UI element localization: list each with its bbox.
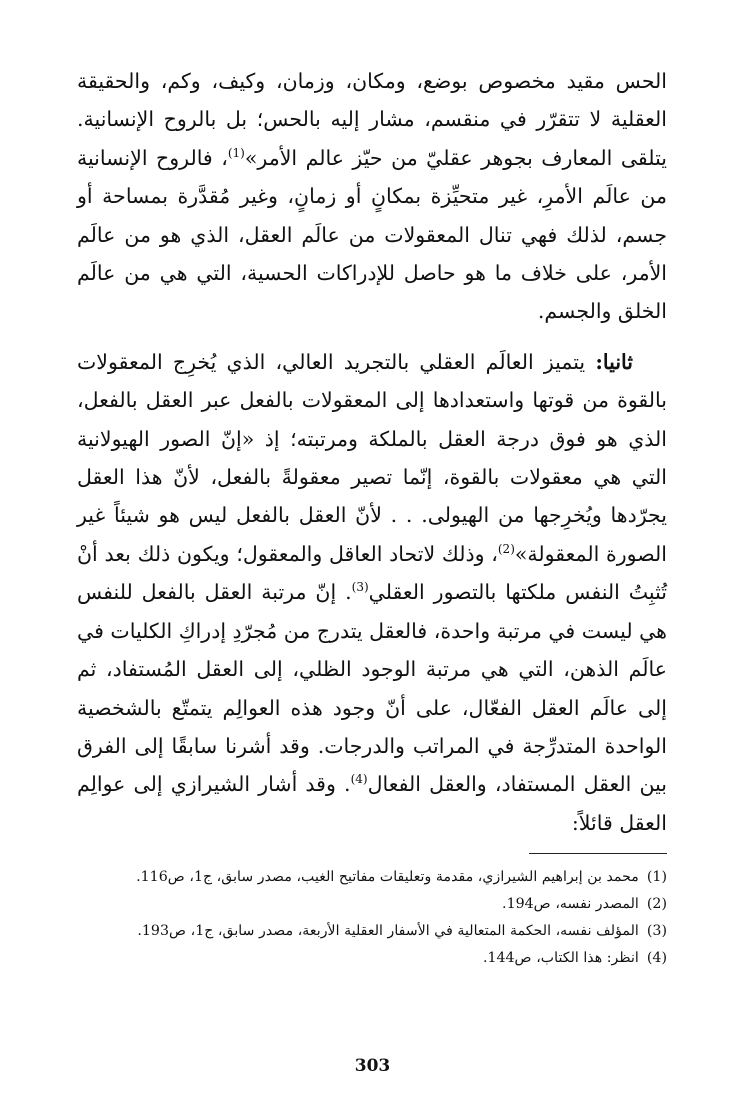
paragraph-2-lead: ثانيا: <box>595 349 633 374</box>
footnote-ref-3: (3) <box>351 580 369 595</box>
footnote-ref-2: (2) <box>497 542 515 557</box>
paragraph-2-text-4: . وقد أشار الشيرازي إلى عوالِم العقل قائلاً: <box>77 772 667 835</box>
footnote-text: المصدر نفسه، ص194. <box>502 896 639 912</box>
paragraph-1-text-after: ، فالروح الإنسانية من عالَم الأمرِ، غير متحيِّزة بمكانٍ أو زمانٍ، وغير مُقدَّرة بمساحة أو جسم، لذلك فهي تنال المعقولات من عالَم العقل، الذي هو من عالَم الأمر، على خلاف ما هو حاصل للإدراكات الحسية، التي هي من عالَم الخلق والجسم. <box>77 145 667 324</box>
paragraph-1 <box>77 62 667 331</box>
footnote-number: (2) <box>646 896 667 912</box>
footnote-number: (1) <box>646 869 667 885</box>
footnote-separator <box>529 853 667 854</box>
main-text <box>77 62 667 842</box>
paragraph-2-text-1: يتميز العالَم العقلي بالتجريد العالي، الذي يُخرِج المعقولات بالقوة من قوتها واستعدادها إلى المعقولات بالفعل عبر العقل بالفعل، الذي هو فوق درجة العقل بالملكة ومرتبته؛ إذ «إنّ الصور الهيولانية التي هي معقولات بالقوة، إنّما تصير معقولةً بالفعل، لأنّ هذا العقل يجرّدها ويُخرِجها من الهيولى. . . لأنّ العقل بالفعل ليس هو شيئاً غير الصورة المعقولة» <box>77 349 667 566</box>
footnote-text: انظر: هذا الكتاب، ص144. <box>482 950 639 966</box>
paragraph-2 <box>77 343 667 842</box>
footnote-text: المؤلف نفسه، الحكمة المتعالية في الأسفار العقلية الأربعة، مصدر سابق، ج1، ص193. <box>137 923 639 939</box>
paragraph-2-text-2: ، وذلك لاتحاد العاقل والمعقول؛ ويكون ذلك بعد أنْ تُثبِتُ النفس ملكتها بالتصور العقلي <box>77 541 667 605</box>
footnote-1 <box>77 864 667 891</box>
footnote-number: (3) <box>646 923 667 939</box>
paragraph-2-text-3: . إنّ مرتبة العقل بالفعل للنفس هي ليست في مرتبة واحدة، فالعقل يتدرج من مُجرّدِ إدراكِ الكليات في عالَم الذهن، التي هي مرتبة الوجود الظلي، إلى العقل المُستفاد، ثم إلى عالَم العقل الفعّال، على أنّ وجود هذه العوالِم يتمتّع بالشخصية الواحدة المتدرِّجة في المراتب والدرجات. وقد أشرنا سابقًا إلى الفرق بين العقل المستفاد، والعقل الفعال <box>77 580 667 797</box>
footnote-3 <box>77 918 667 945</box>
footnote-ref-4: (4) <box>350 772 368 787</box>
page-number: 303 <box>354 1056 391 1076</box>
paragraph-1-text: الحس مقيد مخصوص بوضع، ومكان، وزمان، وكيف، وكم، والحقيقة العقلية لا تتقرّر في منقسم، مشار إليه بالحس؛ بل بالروح الإنسانية. يتلقى المعارف بجوهر عقليّ من حيّز عالم الأمر» <box>77 69 667 170</box>
footnote-4 <box>77 945 667 972</box>
footnote-2 <box>77 891 667 918</box>
footnote-text: محمد بن إبراهيم الشيرازي، مقدمة وتعليقات مفاتيح الغيب، مصدر سابق، ج1، ص116. <box>136 869 639 885</box>
footnote-number: (4) <box>646 950 667 966</box>
footnotes <box>77 864 667 972</box>
footnote-ref-1: (1) <box>227 145 245 160</box>
